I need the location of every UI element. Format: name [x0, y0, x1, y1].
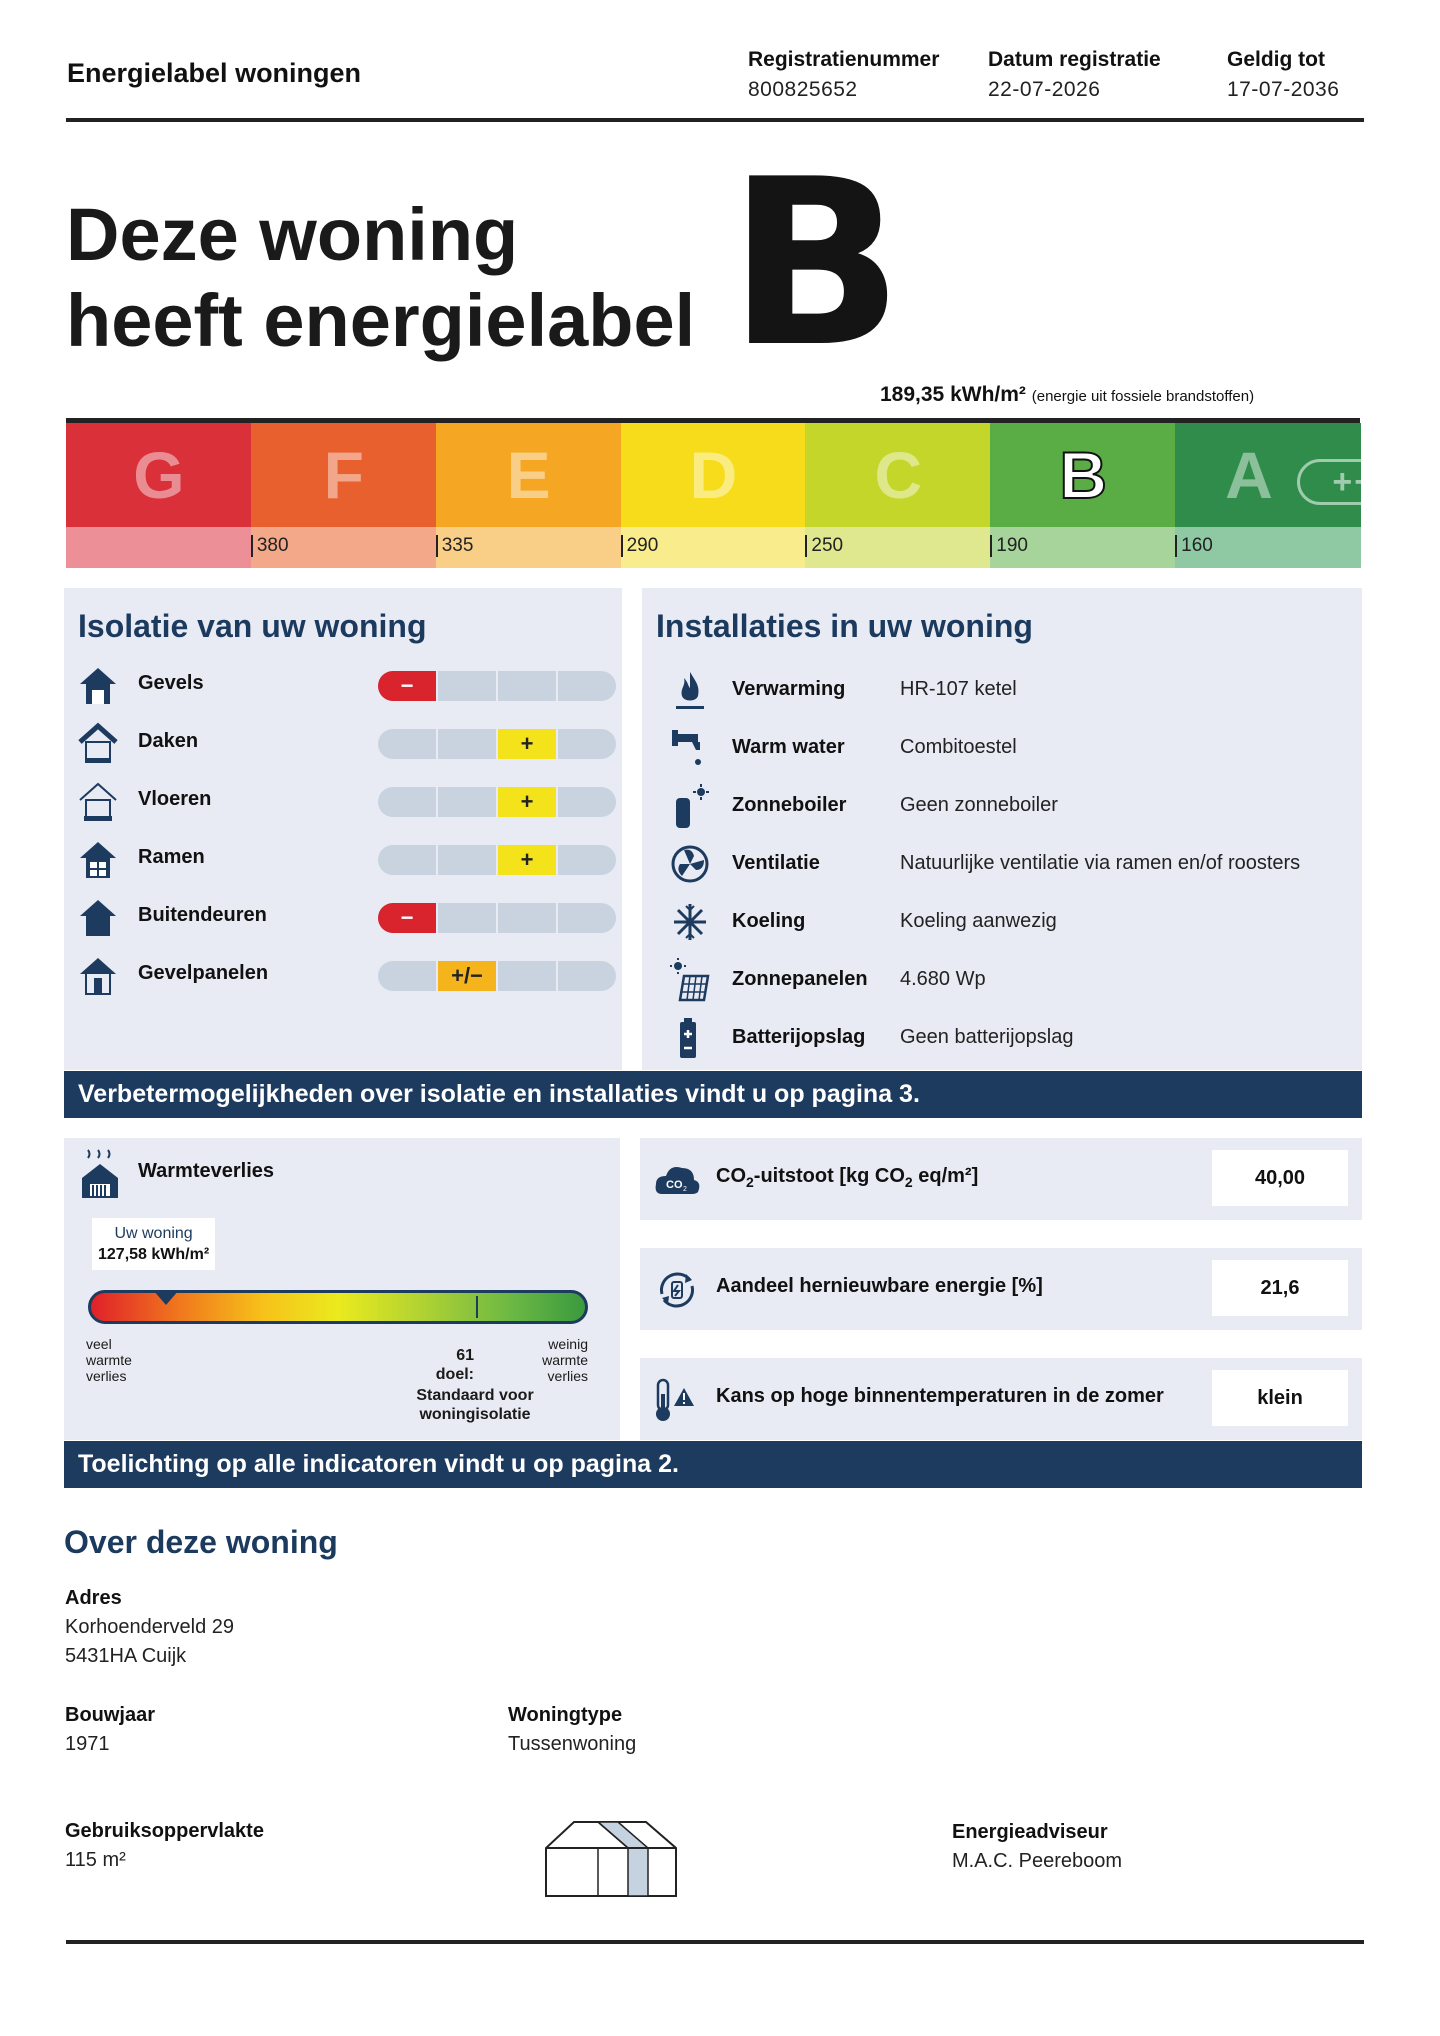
installations-title: Installaties in uw woning	[656, 608, 1033, 644]
valid-until	[1227, 48, 1339, 102]
scale-tick-label: 380	[251, 535, 289, 557]
goal-description: Standaard voor woningisolatie	[416, 1387, 534, 1423]
insulation-row-daken	[78, 720, 618, 766]
insulation-rating-indicator: +	[496, 845, 556, 875]
indicator-name-part: 2	[746, 1174, 754, 1190]
scale-tick-label: 290	[621, 535, 659, 557]
insulation-rating-cell	[496, 671, 556, 701]
year-value: 1971	[65, 1733, 110, 1755]
advisor-label: Energieadviseur	[952, 1821, 1108, 1843]
insulation-row-gevels	[78, 662, 618, 708]
indicator-name: Kans op hoge binnentemperaturen in de zomer	[716, 1385, 1164, 1407]
scale-letter: B	[1059, 438, 1108, 512]
installation-value: Natuurlijke ventilatie via ramen en/of roosters	[900, 852, 1301, 874]
insulation-rating-cell	[496, 903, 556, 933]
valid-until-value: 17-07-2036	[1227, 78, 1340, 101]
battery-icon	[670, 1016, 710, 1060]
insulation-rating-cell	[378, 787, 436, 817]
svg-text:2: 2	[683, 1186, 687, 1193]
scale-segment-d	[621, 423, 807, 568]
insulation-rating-cell	[378, 845, 436, 875]
insulation-name: Gevels	[138, 672, 204, 694]
insulation-rating-track	[378, 729, 616, 759]
registration-date	[988, 48, 1161, 102]
address-field	[65, 1584, 234, 1671]
explanation-banner: Toelichting op alle indicatoren vindt u op pagina 2.	[64, 1441, 1362, 1488]
insulation-rating-cell	[556, 961, 616, 991]
insulation-row-gevelpanelen	[78, 952, 618, 998]
installations-panel	[642, 588, 1362, 1070]
installation-row-koeling	[670, 896, 1370, 948]
flame-icon	[670, 668, 710, 712]
indicator-name: Aandeel hernieuwbare energie [%]	[716, 1275, 1043, 1297]
scale-letter: C	[874, 438, 923, 512]
area-value: 115 m²	[65, 1849, 126, 1871]
insulation-rating-indicator: +	[496, 787, 556, 817]
insulation-rating-cell	[378, 729, 436, 759]
insulation-rating-cell	[556, 787, 616, 817]
energy-label-scale	[66, 418, 1420, 568]
insulation-rating-cell	[436, 903, 496, 933]
svg-text:CO: CO	[666, 1179, 683, 1191]
insulation-rating-cell	[556, 845, 616, 875]
your-home-box	[92, 1218, 215, 1270]
house-vloeren-icon	[78, 778, 118, 824]
indicator-value: 21,6	[1212, 1260, 1348, 1316]
house-buitendeuren-icon	[78, 894, 118, 940]
scale-segment-lower	[66, 527, 252, 568]
house-gevelpanelen-icon	[78, 952, 118, 998]
your-home-marker-icon	[153, 1290, 179, 1305]
advisor-value: M.A.C. Peereboom	[952, 1850, 1123, 1872]
indicator-name	[716, 1165, 978, 1190]
insulation-name: Buitendeuren	[138, 904, 267, 926]
energy-consumption-note: (energie uit fossiele brandstoffen)	[1031, 388, 1255, 405]
goal-marker	[476, 1296, 478, 1318]
insulation-name: Ramen	[138, 846, 205, 868]
installation-name: Koeling	[732, 910, 806, 932]
indicator-value: klein	[1212, 1370, 1348, 1426]
scale-segment-band	[1175, 423, 1420, 527]
year-label: Bouwjaar	[65, 1704, 156, 1726]
address-line-1: Korhoenderveld 29	[65, 1616, 235, 1638]
scale-letter: D	[689, 438, 738, 512]
installation-value: Combitoestel	[900, 736, 1017, 758]
hero-line-2: heeft energielabel	[66, 279, 696, 362]
scale-segment-band	[621, 423, 807, 527]
scale-tick-label: 190	[990, 535, 1028, 557]
scale-segment-band	[990, 423, 1176, 527]
scale-segment-g	[66, 423, 252, 568]
scale-segment-band	[66, 423, 252, 527]
insulation-rating-indicator: −	[378, 903, 436, 933]
insulation-rating-cell	[436, 845, 496, 875]
document-title: Energielabel woningen	[67, 58, 362, 88]
thermometer-warning-icon	[652, 1376, 702, 1424]
scale-letter: F	[323, 438, 364, 512]
home-type-value: Tussenwoning	[508, 1733, 637, 1755]
energy-consumption-value: 189,35 kWh/m²	[880, 383, 1026, 406]
scale-segment-c	[805, 423, 991, 568]
house-gevels-icon	[78, 662, 118, 708]
installation-value: Geen batterijopslag	[900, 1026, 1074, 1048]
indicator-1	[640, 1138, 1362, 1220]
installation-name: Verwarming	[732, 678, 846, 700]
hero-title	[66, 192, 695, 364]
installation-value: HR-107 ketel	[900, 678, 1017, 700]
scale-segment-band	[805, 423, 991, 527]
about-home-title: Over deze woning	[64, 1524, 338, 1560]
plus-badge: ++++	[1297, 459, 1440, 505]
insulation-rating-track	[378, 845, 616, 875]
installation-row-batterijopslag	[670, 1012, 1370, 1064]
terraced-house-icon	[544, 1818, 678, 1898]
installation-name: Zonneboiler	[732, 794, 847, 816]
installation-row-ventilatie	[670, 838, 1370, 890]
heat-loss-title: Warmteverlies	[138, 1160, 274, 1182]
installation-value: Geen zonneboiler	[900, 794, 1058, 816]
fan-icon	[670, 842, 710, 886]
insulation-rating-cell	[378, 961, 436, 991]
area-label: Gebruiksoppervlakte	[65, 1820, 264, 1842]
installation-value: 4.680 Wp	[900, 968, 986, 990]
indicator-name-part: eq/m²]	[912, 1165, 979, 1187]
installation-row-verwarming	[670, 664, 1370, 716]
solar-panel-icon	[670, 958, 710, 1002]
your-home-value: 127,58 kWh/m²	[98, 1246, 210, 1263]
indicator-name-part: -uitstoot [kg CO	[753, 1165, 905, 1187]
low-heat-loss-label: weinig warmte verlies	[542, 1336, 588, 1384]
scale-tick-label: 250	[805, 535, 843, 557]
house-heat-icon	[78, 1148, 122, 1200]
insulation-rating-track	[378, 671, 616, 701]
insulation-rating-cell	[556, 729, 616, 759]
year-field	[65, 1701, 155, 1759]
goal-value: 61	[456, 1347, 474, 1364]
installation-name: Batterijopslag	[732, 1026, 866, 1048]
insulation-rating-indicator: +/−	[436, 961, 496, 991]
scale-tick-label: 335	[436, 535, 474, 557]
address-line-2: 5431HA Cuijk	[65, 1645, 187, 1667]
insulation-rating-cell	[556, 903, 616, 933]
insulation-rating-track	[378, 903, 616, 933]
advisor-field	[952, 1818, 1122, 1876]
high-heat-loss-label: veel warmte verlies	[86, 1336, 132, 1384]
insulation-title: Isolatie van uw woning	[78, 608, 427, 644]
scale-segment-a	[1175, 423, 1420, 568]
insulation-rating-track	[378, 787, 616, 817]
insulation-rating-cell	[436, 671, 496, 701]
scale-tick-label: 160	[1175, 535, 1213, 557]
address-label: Adres	[65, 1587, 122, 1609]
registration-number-value: 800825652	[748, 78, 858, 101]
scale-segment-band	[251, 423, 437, 527]
insulation-rating-indicator: +	[496, 729, 556, 759]
installation-name: Zonnepanelen	[732, 968, 868, 990]
solar-boiler-icon	[670, 784, 710, 828]
home-type-label: Woningtype	[508, 1704, 623, 1726]
insulation-panel	[64, 588, 622, 1070]
insulation-row-buitendeuren	[78, 894, 618, 940]
insulation-rating-track	[378, 961, 616, 991]
registration-date-label: Datum registratie	[988, 48, 1161, 71]
valid-until-label: Geldig tot	[1227, 48, 1325, 71]
insulation-rating-cell	[436, 729, 496, 759]
indicator-value: 40,00	[1212, 1150, 1348, 1206]
tap-icon	[670, 726, 710, 770]
scale-letter: E	[506, 438, 551, 512]
goal-label: doel:	[435, 1366, 474, 1383]
insulation-name: Daken	[138, 730, 199, 752]
house-daken-icon	[78, 720, 118, 766]
insulation-rating-cell	[496, 961, 556, 991]
insulation-row-ramen	[78, 836, 618, 882]
house-ramen-icon	[78, 836, 118, 882]
indicator-2	[640, 1248, 1362, 1330]
indicator-name-part: 2	[904, 1174, 913, 1190]
insulation-rating-indicator: −	[378, 671, 436, 701]
registration-number	[748, 48, 939, 102]
heat-loss-panel	[64, 1138, 620, 1440]
improvements-banner: Verbetermogelijkheden over isolatie en installaties vindt u op pagina 3.	[64, 1071, 1362, 1118]
insulation-name: Gevelpanelen	[138, 962, 269, 984]
energy-consumption	[880, 383, 1254, 407]
scale-segment-band	[436, 423, 622, 527]
renewable-icon	[652, 1266, 702, 1314]
scale-segment-e	[436, 423, 622, 568]
registration-date-value: 22-07-2026	[988, 78, 1101, 101]
installation-row-zonneboiler	[670, 780, 1370, 832]
installation-value: Koeling aanwezig	[900, 910, 1057, 932]
home-type-field	[508, 1701, 636, 1759]
insulation-name: Vloeren	[138, 788, 212, 810]
area-field	[65, 1817, 264, 1875]
energy-label-letter: B	[728, 131, 904, 398]
your-home-label: Uw woning	[114, 1225, 193, 1242]
scale-letter: G	[133, 438, 185, 512]
scale-letter: A	[1225, 438, 1273, 512]
hero-line-1: Deze woning	[66, 193, 519, 276]
installation-name: Ventilatie	[732, 852, 820, 874]
scale-segment-b	[990, 423, 1176, 568]
co2-cloud-icon	[652, 1156, 702, 1204]
scale-segment-f	[251, 423, 437, 568]
installation-name: Warm water	[732, 736, 845, 758]
header-divider	[66, 118, 1364, 122]
indicator-name-part: CO	[716, 1165, 746, 1187]
registration-number-label: Registratienummer	[748, 48, 940, 71]
installation-row-warm-water	[670, 722, 1370, 774]
insulation-row-vloeren	[78, 778, 618, 824]
installation-row-zonnepanelen	[670, 954, 1370, 1006]
insulation-rating-cell	[556, 671, 616, 701]
indicator-3	[640, 1358, 1362, 1440]
insulation-rating-cell	[436, 787, 496, 817]
snowflake-icon	[670, 900, 710, 944]
footer-divider	[66, 1940, 1364, 1944]
